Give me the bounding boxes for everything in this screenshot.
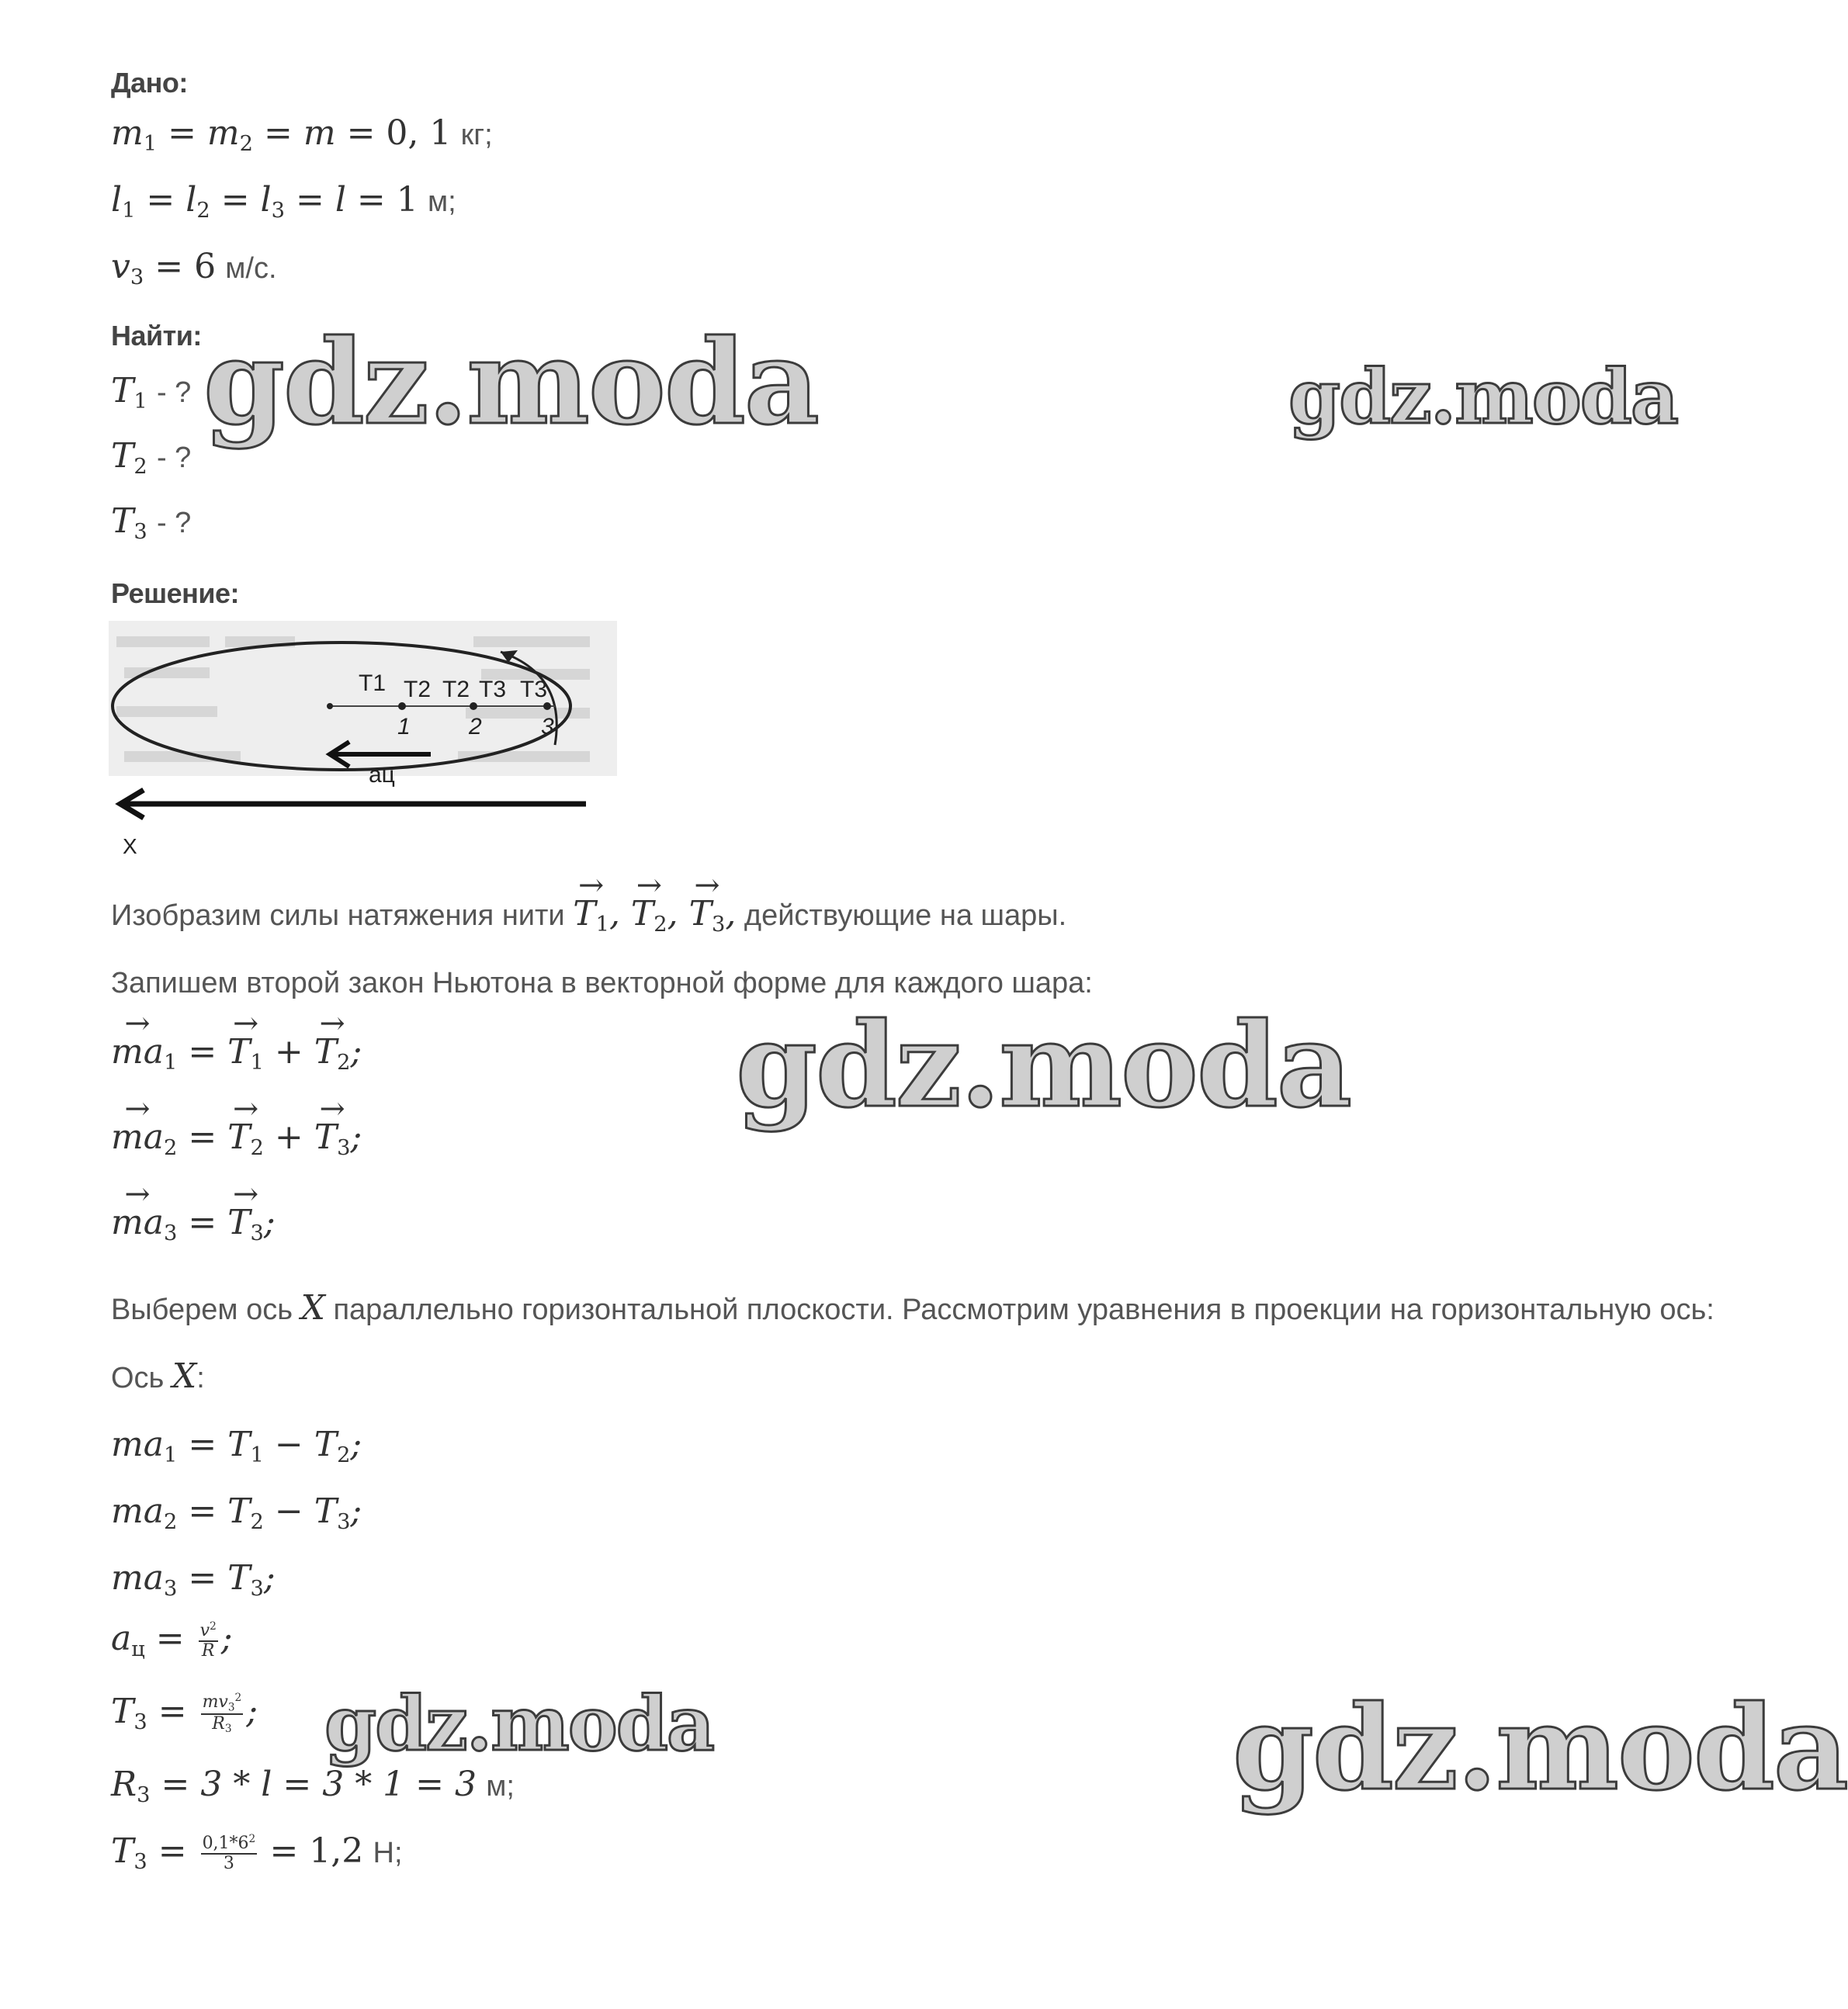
watermark-5: gdz.moda (1233, 1680, 1848, 1817)
vector-eq-2: → $ma_2$ = → $T_2$ + → $T_3$; (111, 1117, 362, 1160)
t3-result-unit: Н; (373, 1837, 403, 1869)
given-masses-unit: кг; (460, 119, 493, 151)
rotation-center (327, 703, 333, 709)
diagram-label-ball-3: 3 (541, 714, 554, 740)
given-velocity: $v_3 = 6$ м/с. (111, 247, 277, 290)
t3-formula: $T_3$ = $\frac{mv_3^2}{R_3}$ ; (111, 1691, 258, 1736)
axis-x-line (111, 1356, 205, 1396)
sentence-forces: Изобразим силы натяжения нити → $T_1$, → $T_2$, → $T_3$, действующие на шары. (111, 894, 1066, 937)
given-velocity-unit: м/с. (225, 252, 277, 285)
vector-eq-1: → $ma_1$ = → $T_1$ + → $T_2$; (111, 1032, 362, 1075)
proj-eq-2: $ma_2 = T_2 - T_3$; (111, 1491, 362, 1535)
axis-x-before: Ось (111, 1362, 172, 1394)
t3-result-value: = 1,2 (269, 1831, 364, 1871)
sentence-axis-symbol: X (300, 1288, 325, 1328)
diagram-label-ball-2: 2 (469, 714, 482, 740)
given-lengths-unit: м; (428, 185, 456, 218)
sentence-axis-after: параллельно горизонтальной плоскости. Рассмотрим уравнения в проекции на горизонтальную ось: (324, 1294, 1715, 1326)
ball-2 (470, 702, 477, 710)
sentence-forces-before: Изобразим силы натяжения нити (111, 899, 574, 932)
diagram-label-t3a: T3 (479, 677, 507, 702)
diagram-label-axis: X (123, 834, 137, 858)
find-item-t3: $T_3$ - ? (111, 501, 192, 545)
given-masses: $m_1 = m_2 = m = 0$, 1 кг; (111, 113, 493, 157)
sentence-axis (111, 1288, 1715, 1328)
axis-x-symbol: X (172, 1356, 197, 1396)
sentence-newton (111, 962, 1093, 1001)
r3-unit: м; (486, 1770, 515, 1803)
watermark-4: gdz.moda (324, 1680, 714, 1768)
diagram-label-ball-1: 1 (397, 714, 411, 740)
centripetal-eq: $a_ц$ = $\frac{v^2}{R}$ ; (111, 1619, 233, 1662)
proj-eq-1: $ma_1 = T_1 - T_2$; (111, 1425, 362, 1468)
diagram-label-acceleration: aц (369, 762, 395, 788)
diagram-label-t1: T1 (359, 670, 387, 696)
given-heading: Дано: (111, 67, 188, 99)
tension-diagram (109, 621, 621, 861)
ball-1 (398, 702, 406, 710)
diagram-label-t3b: T3 (520, 677, 548, 702)
sentence-newton-text: Запишем второй закон Ньютона в векторной форме для каждого шара: (111, 967, 1093, 999)
sentence-axis-before: Выберем ось (111, 1294, 301, 1326)
find-heading: Найти: (111, 320, 202, 352)
given-lengths: $l_1 = l_2 = l_3 = l = 1$ м; (111, 180, 456, 223)
ball-3 (543, 702, 551, 710)
r3-eq: $R_3 = 3 * l = 3 * 1 = 3$ м; (111, 1765, 515, 1808)
watermark-2: gdz.moda (1288, 353, 1678, 441)
diagram-label-t2a: T2 (404, 677, 432, 702)
axis-x-after: : (196, 1362, 205, 1394)
solution-heading: Решение: (111, 577, 240, 609)
t3-result: $T_3$ = $\frac{0,1*6^2}{3}$ = 1,2 Н; (111, 1831, 403, 1875)
watermark-3: gdz.moda (736, 997, 1351, 1134)
find-item-t1: $T_1$ - ? (111, 371, 192, 414)
diagram-label-t2b: T2 (442, 677, 470, 702)
vector-eq-3: → $ma_3$ = → $T_3$; (111, 1203, 276, 1245)
find-item-t2: $T_2$ - ? (111, 436, 192, 480)
watermark-1: gdz.moda (203, 314, 819, 451)
sentence-forces-after: действующие на шары. (736, 899, 1067, 932)
proj-eq-3: $ma_3 = T_3$; (111, 1558, 276, 1602)
